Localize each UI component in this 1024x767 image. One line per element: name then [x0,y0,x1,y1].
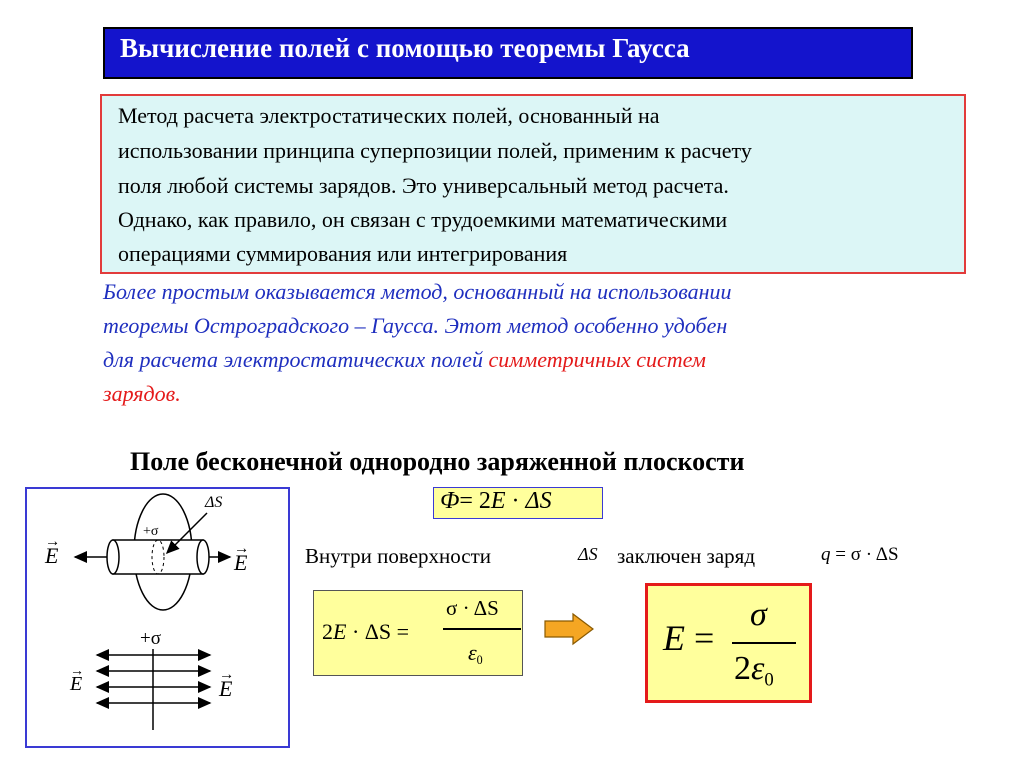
intro-line: операциями суммирования или интегрирования [118,241,568,266]
result-denominator: $2\varepsilon_0$ [734,650,774,691]
enclosed-charge-text: заключен заряд [617,544,756,568]
field-label-left: → E [45,543,58,569]
intro-line: Однако, как правило, он связан с трудоемкими математическими [118,207,728,232]
gauss-note-line [103,349,706,371]
equation-denominator: $\varepsilon_0$ [468,640,483,668]
field-label-right: → E [234,550,247,576]
gauss-note-line: теоремы Остроградского – Гаусса. Этот метод особенно удобен [103,313,728,338]
equation-numerator: σ · ΔS [446,596,499,620]
slide-title: Вычисление полей с помощью теоремы Гаусса [120,33,690,63]
gauss-cylinder [113,540,203,574]
charge-ds-label: ΔS [578,544,598,564]
intro-line: Метод расчета электростатических полей, основанный на [118,103,660,128]
gauss-note-line [103,383,181,405]
gauss-note-highlight: зарядов. [103,381,181,406]
equation-lhs: 2E · ΔS = [322,619,410,644]
equation-fraction-bar [443,628,521,630]
cylinder-end-left [107,540,119,574]
flux-formula: Ф= 2E · ΔS [440,488,552,514]
intro-line: использовании принципа суперпозиции полей, применим к расчету [118,138,752,163]
gauss-note-text: для расчета электростатических полей [103,347,489,372]
charge-formula: q = σ · ΔS [821,544,899,565]
intro-line: поля любой системы зарядов. Это универсальный метод расчета. [118,173,729,198]
ds-label: ΔS [205,494,223,511]
field-label-right-lower: → E [219,676,232,702]
field-label-left-lower: → E [70,673,82,696]
result-fraction-bar [732,642,796,644]
section-heading: Поле бесконечной однородно заряженной плоскости [130,447,745,476]
cylinder-end-right [197,540,209,574]
result-lhs: E = [663,618,715,658]
inside-surface-text: Внутри поверхности [305,544,492,568]
gauss-note-line: Более простым оказывается метод, основанный на использовании [103,279,732,304]
implies-arrow [543,612,595,646]
result-numerator: σ [750,596,767,633]
gauss-note-highlight: симметричных систем [488,347,706,372]
sigma-label-top: +σ [143,524,159,539]
sigma-label-bottom: +σ [140,628,161,649]
